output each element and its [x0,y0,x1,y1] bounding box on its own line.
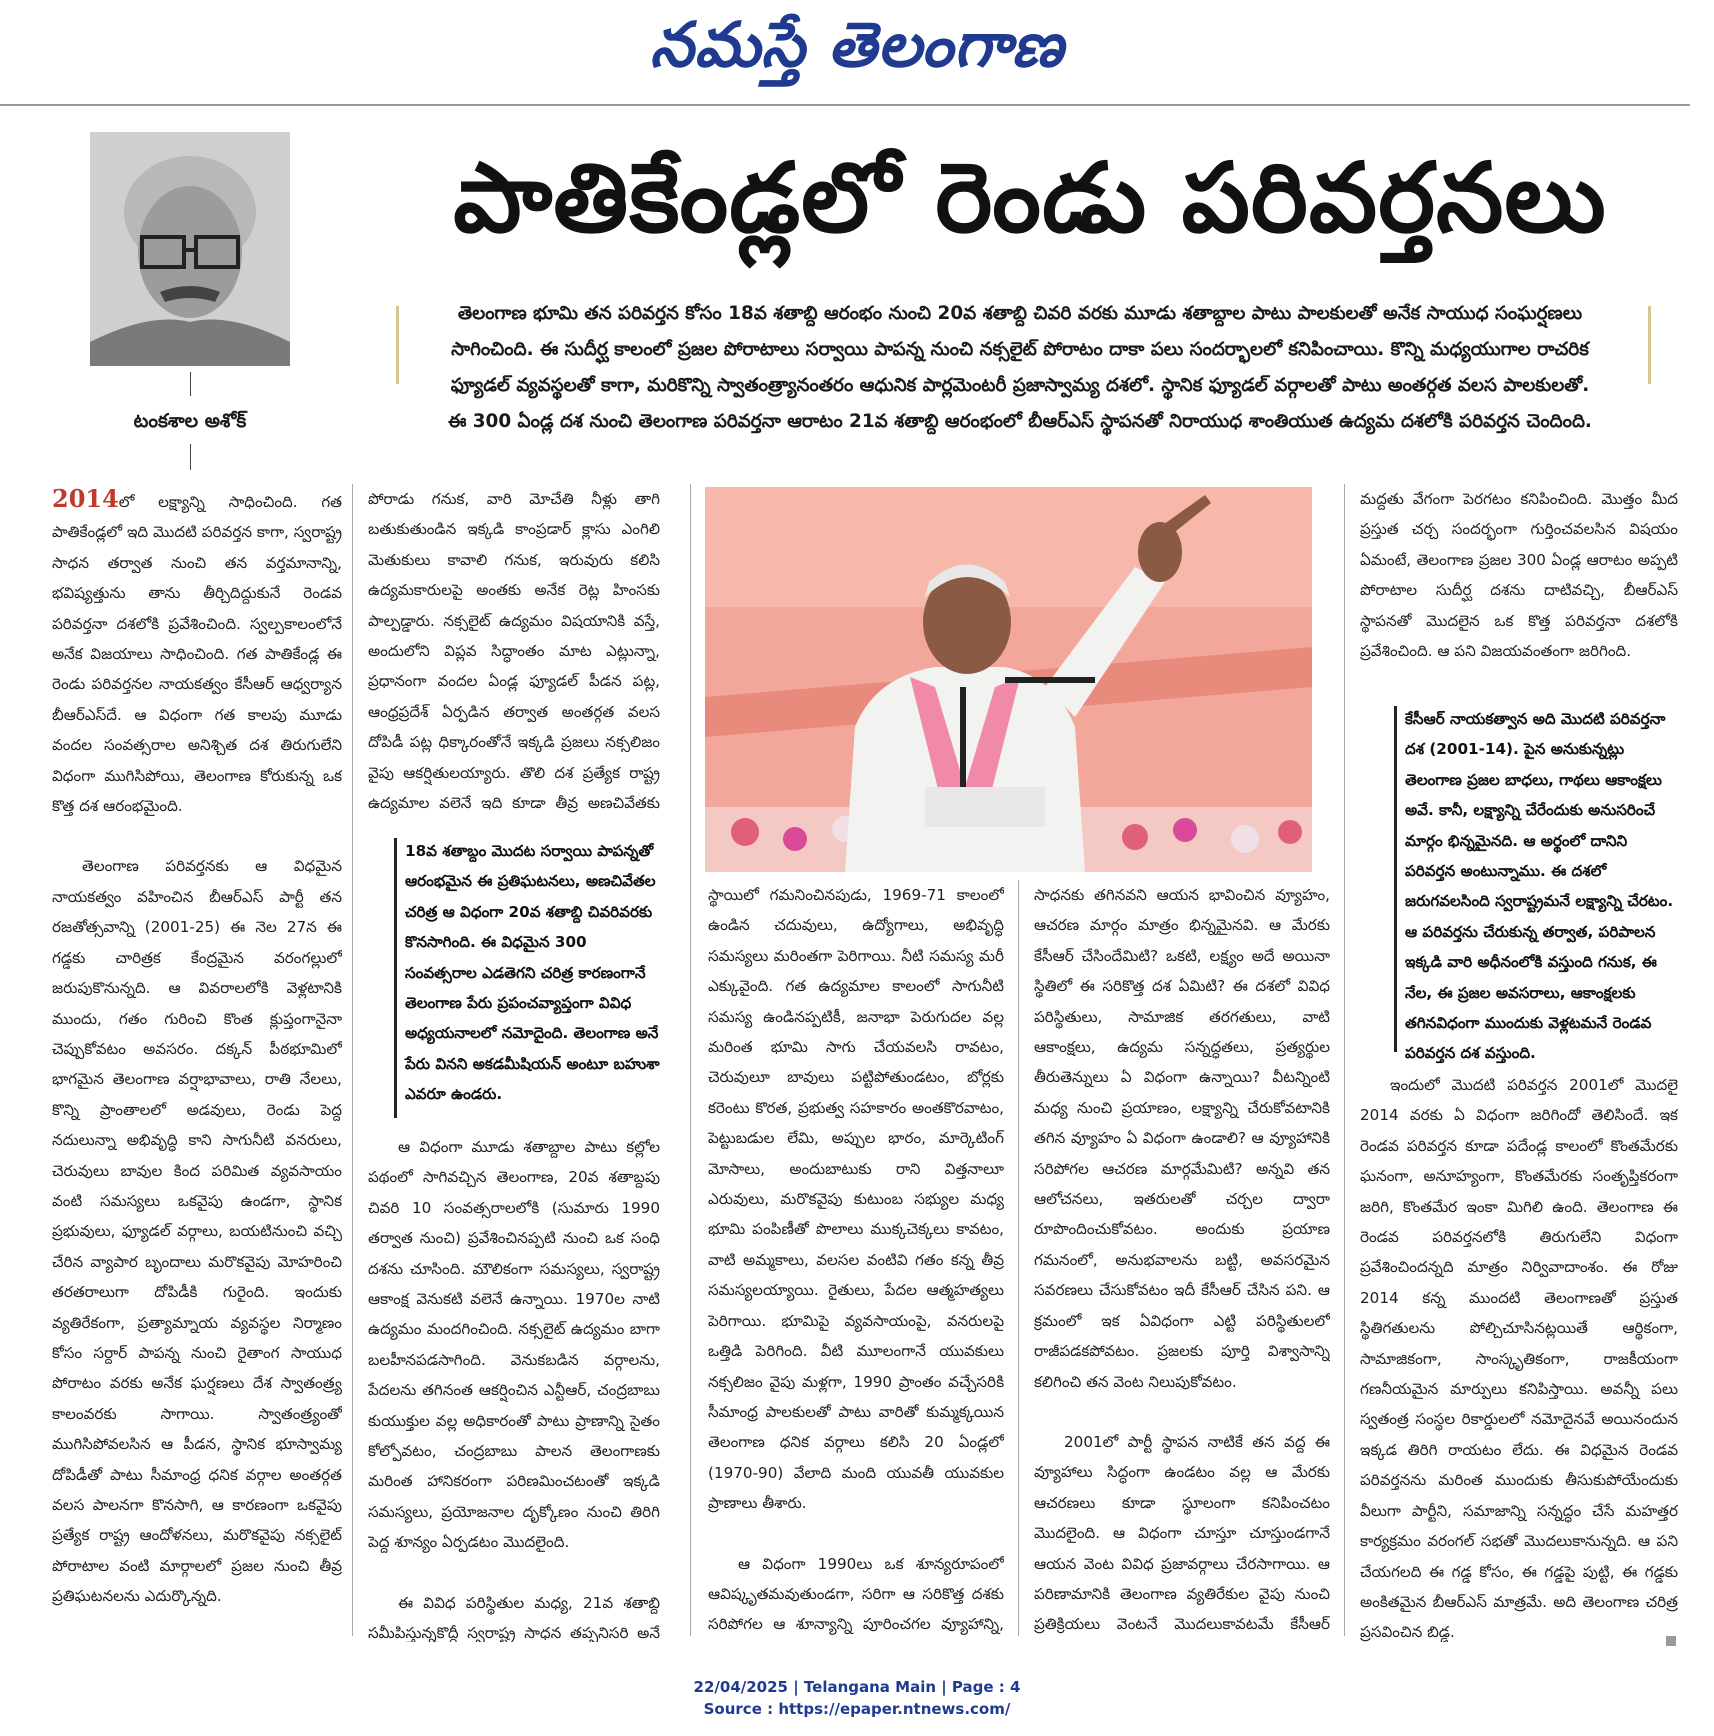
author-name: టంకశాల అశోక్ [133,410,247,432]
column-divider-3 [1018,880,1019,1636]
body-column-5-bottom [1360,1070,1678,1642]
col1-paragraph-1 [52,484,342,821]
masthead-divider [0,104,1690,106]
pullquote-bar [394,838,397,1118]
lead-year: 2014 [52,484,119,513]
column-divider-1 [352,484,353,1636]
article-headline: పాతికేండ్లలో రెండు పరివర్తనలు [453,142,1607,254]
author-divider-top [190,372,191,396]
body-column-3 [708,880,1004,1642]
body-column-2-bottom [368,1132,660,1642]
col1-paragraph-1-text: లో లక్ష్యాన్ని సాధించింది. గత పాతికేండ్లలో ఇది మొదటి పరివర్తన కాగా, స్వరాష్ట్ర సాధన తర్వాత నుంచి తన వర్తమానాన్ని, భవిష్యత్తును తాను తీర్చిదిద్దుకునే రెండవ పరివర్తనా దశలోకి ప్రవేశించింది. స్వల్పకాలంలోనే అనేక విజయాలు సాధించింది. గత పాతికేండ్ల ఈ రెండు పరివర్తనల నాయకత్వం కేసీఆర్ ఆధ్వర్యాన బీఆర్ఎస్‌దే. ఆ విధంగా గత కాలపు మూడు వందల సంవత్సరాల అనిశ్చిత దశ తిరుగులేని విధంగా ముగిసిపోయి, తెలంగాణ కోరుకున్న ఒక కొత్త దశ ఆరంభమైంది. [52,493,342,816]
footer-date-edition: 22/04/2025 | Telangana Main | Page : 4 [693,1678,1021,1696]
col5-quote-bar [1394,706,1397,1052]
body-column-1 [52,484,342,1639]
body-column-2-top [368,484,660,818]
col2-paragraph-1: పోరాడు గనుక, వారి మోచేతి నీళ్లు తాగి బతుకుతుండిన ఇక్కడి కాంప్రడార్ క్లాసు ఎంగిలి మెతుకులు కావాలి గనుక, ఇరువురు కలిసి ఉద్యమకారులపై అంతకు అనేక రెట్ల హింసకు పాల్పడ్డారు. నక్సలైట్ ఉద్యమం విషయానికి వస్తే, అందులోని విప్లవ సిద్ధాంతం మాట ఎట్లున్నా, ప్రధానంగా వందల ఏండ్ల ఫ్యూడల్ పీడన పట్ల, ఆంధ్రప్రదేశ్ ఏర్పడిన తర్వాత అంతర్గత వలస దోపిడీ పట్ల ధిక్కారంతోనే ఇక్కడి ప్రజలు నక్సలిజం వైపు ఆకర్షితులయ్యారు. తొలి దశ ప్రత్యేక రాష్ట్ర ఉద్యమాల వలెనే ఇది కూడా తీవ్ర అణచివేతకు [368,490,660,813]
news-photo [705,487,1312,872]
author-divider-bottom [190,444,191,470]
col4-paragraph-1: సాధనకు తగినవని ఆయన భావించిన వ్యూహం, ఆచరణ మార్గం మాత్రం భిన్నమైనవి. ఆ మేరకు కేసీఆర్ చేసిందేమిటి? ఒకటి, లక్ష్యం అదే అయినా స్థితిలో ఈ సరికొత్త దశ ఏమిటి? ఈ దశలో వివిధ పరిస్థితులు, సామాజిక తరగతులు, వాటి ఆకాంక్షలు, ఉద్యమ సన్నద్ధతలు, ప్రత్యర్థుల తీరుతెన్నులు ఏ విధంగా ఉన్నాయి? వీటన్నింటి మధ్య నుంచి ప్రయాణం, లక్ష్యాన్ని చేరుకోవటానికి తగిన వ్యూహం ఏ విధంగా ఉండాలి? ఆ వ్యూహానికి సరిపోగల ఆచరణ మార్గమేమిటి? అన్నవి తన ఆలోచనలు, ఇతరులతో చర్చల ద్వారా రూపొందించుకోవటం. అందుకు ప్రయాణ గమనంలో, అనుభవాలను బట్టి, అవసరమైన సవరణలు చేసుకోవటం ఇదీ కేసీఆర్ చేసిన పని. ఆ క్రమంలో ఇక ఏవిధంగా ఎట్టి పరిస్థితులలో రాజీపడకపోవటం. ప్రజలకు పూర్తి విశ్వాసాన్ని కలిగించి తన వెంట నిలుపుకోవటం. [1034,886,1330,1391]
deck-accent-right [1648,306,1651,384]
footer-source: Source : https://epaper.ntnews.com/ [703,1700,1011,1718]
article-end-mark [1666,1636,1676,1646]
pullquote: 18వ శతాబ్దం మొదట సర్వాయి పాపన్నతో ఆరంభమైన ఈ ప్రతిఘటనలు, అణచివేతల చరిత్ర ఆ విధంగా 20వ శతాబ్ది చివరివరకు కొనసాగింది. ఈ విధమైన 300 సంవత్సరాల ఎడతెగని చరిత్ర కారణంగానే తెలంగాణ పేరు ప్రపంచవ్యాప్తంగా వివిధ అధ్యయనాలలో నమోదైంది. తెలంగాణ అనే పేరు వినని అకడమీషియన్ అంటూ బహుశా ఎవరూ ఉండరు. [405,842,660,1104]
body-column-5-top [1360,484,1678,696]
col4-paragraph-2: 2001లో పార్టీ స్థాపన నాటికే తన వద్ద ఈ వ్యూహాలు సిద్ధంగా ఉండటం వల్ల ఆ మేరకు ఆచరణలు కూడా స్థూలంగా కనిపించటం మొదలైంది. ఆ విధంగా చూస్తూ చూస్తుండగానే ఆయన వెంట వివిధ ప్రజావర్గాలు చేరసాగాయి. ఆ పరిణామానికి తెలంగాణ వ్యతిరేకుల వైపు నుంచి ప్రతిక్రియలు వెంటనే మొదలుకావటమే కేసీఆర్ [1034,1432,1330,1634]
body-column-4 [1034,880,1330,1642]
col2-paragraph-3: ఈ వివిధ పరిస్థితుల మధ్య, 21వ శతాబ్ది సమీపిస్తున్నకొద్దీ స్వరాష్ట్ర సాధన తప్పనిసరి అనే [368,1593,660,1642]
column-divider-2 [690,484,691,1636]
author-photo [90,132,290,366]
col5-quote: కేసీఆర్ నాయకత్వాన అది మొదటి పరివర్తనా దశ (2001-14). పైన అనుకున్నట్లు తెలంగాణ ప్రజల బాధలు, గాథలు ఆకాంక్షలు అవే. కానీ, లక్ష్యాన్ని చేరేందుకు అనుసరించే మార్గం భిన్నమైనది. ఆ అర్థంలో దానిని పరివర్తన అంటున్నాము. ఈ దశలో జరుగవలసింది స్వరాష్ట్రమనే లక్ష్యాన్ని చేరటం. ఆ పరివర్తను చేరుకున్న తర్వాత, పరిపాలన ఇక్కడి వారి అధీనంలోకి వస్తుంది గనుక, ఈ నేల, ఈ ప్రజల అవసరాలు, ఆకాంక్షలకు తగినవిధంగా ముందుకు వెళ్లటమనే రెండవ పరివర్తన దశ వస్తుంది. [1405,710,1674,1063]
col1-paragraph-2: తెలంగాణ పరివర్తనకు ఆ విధమైన నాయకత్వం వహించిన బీఆర్ఎస్ పార్టీ తన రజతోత్సవాన్ని (2001-25) ఈ నెల 27న ఈ గడ్డకు చారిత్రక కేంద్రమైన వరంగల్లులో జరుపుకొనున్నది. ఆ వివరాలలోకి వెళ్లటానికి ముందు, గతం గురించి కొంత క్లుప్తంగానైనా చెప్పుకోవటం అవసరం. దక్కన్ పీఠభూమిలో భాగమైన తెలంగాణ వర్షాభావాలు, రాతి నేలలు, కొన్ని ప్రాంతాలలో అడవులు, రెండు పెద్ద నదులున్నా అభివృద్ధి కాని సాగునీటి వనరులు, చెరువులు బావుల కింద పరిమిత వ్యవసాయం వంటి సమస్యలు ఒకవైపు ఉండగా, స్థానిక ప్రభువులు, ఫ్యూడల్ వర్గాలు, బయటినుంచి వచ్చి చేరిన వ్యాపార బృందాలు మరొకవైపు మోహరించి తరతరాలుగా దోపిడీకి గురైంది. ఇందుకు వ్యతిరేకంగా, ప్రత్యామ్నాయ వ్యవస్థల నిర్మాణం కోసం సర్దార్ పాపన్న నుంచి రైతాంగ సాయుధ పోరాటం వరకు అనేక ఘర్షణలు దేశ స్వాతంత్ర్య కాలంవరకు సాగాయి. స్వాతంత్ర్యంతో ముగిసిపోవలసిన ఆ పీడన, స్థానిక భూస్వామ్య దోపిడీతో పాటు సీమాంధ్ర ధనిక వర్గాల అంతర్గత వలస పాలనగా కొనసాగి, ఆ కారణంగా ఒకవైపు ప్రత్యేక రాష్ట్ర ఆందోళనలు, మరొకవైపు నక్సలైట్ పోరాటాల వంటి మార్గాలలో ప్రజల నుంచి తీవ్ర ప్రతిఘటనలను ఎదుర్కొన్నది. [52,857,342,1606]
page-footer [0,1676,1714,1720]
col3-paragraph-2: ఆ విధంగా 1990లు ఒక శూన్యరూపంలో ఆవిష్కృతమవుతుండగా, సరిగా ఆ సరికొత్త దశకు సరిపోగల ఆ శూన్యాన్ని పూరించగల వ్యూహాన్ని, [708,1554,1004,1634]
article-deck: తెలంగాణ భూమి తన పరివర్తన కోసం 18వ శతాబ్ది ఆరంభం నుంచి 20వ శతాబ్ది చివరి వరకు మూడు శతాబ్దాల పాటు పాలకులతో అనేక సాయుధ సంఘర్షణలు సాగించింది. ఈ సుదీర్ఘ కాలంలో ప్రజల పోరాటాలు సర్వాయి పాపన్న నుంచి నక్సలైట్ పోరాటం దాకా పలు సందర్భాలలో కనిపించాయి. కొన్ని మధ్యయుగాల రాచరిక ఫ్యూడల్ వ్యవస్థలతో కాగా, మరికొన్ని స్వాతంత్ర్యానంతరం ఆధునిక పార్లమెంటరీ ప్రజాస్వామ్య దశలో. స్థానిక ఫ్యూడల్ వర్గాలతో పాటు అంతర్గత వలస పాలకులతో. ఈ 300 ఏండ్ల దశ నుంచి తెలంగాణ పరివర్తనా ఆరాటం 21వ శతాబ్ది ఆరంభంలో బీఆర్ఎస్ స్థాపనతో నిరాయుధ శాంతియుత ఉద్యమ దశలోకి పరివర్తన చెందింది. [448,303,1592,432]
col5-paragraph-2: ఇందులో మొదటి పరివర్తన 2001లో మొదలై 2014 వరకు ఏ విధంగా జరిగిందో తెలిసిందే. ఇక రెండవ పరివర్తన కూడా పదేండ్ల కాలంలో కొంతమేరకు ఘనంగా, అనూహ్యంగా, కొంతమేరకు సంతృప్తికరంగా జరిగి, కొంతమేర ఇంకా మిగిలి ఉంది. తెలంగాణ ఈ రెండవ పరివర్తనలోకి తిరుగులేని విధంగా ప్రవేశించిందన్నది మాత్రం నిర్వివాదాంశం. ఈ రోజు 2014 కన్న ముందటి తెలంగాణతో ప్రస్తుత స్థితిగతులను పోల్చిచూసినట్లయితే ఆర్థికంగా, సామాజికంగా, సాంస్కృతికంగా, రాజకీయంగా గణనీయమైన మార్పులు కనిపిస్తాయి. అవన్నీ పలు స్వతంత్ర సంస్థల రికార్డులలో నమోదైనవే అయినందున ఇక్కడ తిరిగి రాయటం లేదు. ఈ విధమైన రెండవ పరివర్తనను మరింత ముందుకు తీసుకుపోయేందుకు వీలుగా పార్టీని, సమాజాన్ని సన్నద్ధం చేసే మహత్తర కార్యక్రమం వరంగల్ సభతో మొదలుకానున్నది. ఆ పని చేయగలది ఈ గడ్డ కోసం, ఈ గడ్డపై పుట్టి, ఈ గడ్డకు అంకితమైన బీఆర్ఎస్ మాత్రమే. అది తెలంగాణ చరిత్ర ప్రసవించిన బిడ్డ. [1360,1076,1678,1642]
column-divider-4 [1344,484,1345,1636]
deck-accent-left [396,306,399,384]
col3-paragraph-1: స్థాయిలో గమనించినపుడు, 1969-71 కాలంలో ఉండిన చదువులు, ఉద్యోగాలు, అభివృద్ధి సమస్యలు మరింతగా పెరిగాయి. నీటి సమస్య మరీ ఎక్కువైంది. గత ఉద్యమాల కాలంలో సాగునీటి సమస్య ఉండినప్పటికీ, జనాభా పెరుగుదల వల్ల మరింత భూమి సాగు చేయవలసి రావటం, చెరువులూ బావులు పట్టిపోతుండటం, బోర్లకు కరెంటు కొరత, ప్రభుత్వ సహకారం అంతకొరవాటం, పెట్టుబడుల లేమి, అప్పుల భారం, మార్కెటింగ్ మోసాలు, అందుబాటుకు రాని విత్తనాలూ ఎరువులు, మరొకవైపు కుటుంబ సభ్యుల మధ్య భూమి పంపిణీతో పొలాలు ముక్కచెక్కలు కావటం, వాటి అమ్మకాలు, వలసల వంటివి గతం కన్న తీవ్ర సమస్యలయ్యాయి. రైతులు, పేదల ఆత్మహత్యలు పెరిగాయి. భూమిపై వ్యవసాయంపై, వనరులపై ఒత్తిడి పెరిగింది. వీటి మూలంగానే యువకులు నక్సలిజం వైపు మళ్లగా, 1990 ప్రాంతం వచ్చేసరికి సీమాంధ్ర పాలకులతో పాటు వారితో కుమ్మక్కయిన తెలంగాణ ధనిక వర్గాలు కలిసి 20 ఏండ్లలో (1970-90) వేలాది మంది యువతీ యువకుల ప్రాణాలు తీశారు. [708,886,1004,1513]
col5-paragraph-1: మద్దతు వేగంగా పెరగటం కనిపించింది. మొత్తం మీద ప్రస్తుత చర్చ సందర్భంగా గుర్తించవలసిన విషయం ఏమంటే, తెలంగాణ ప్రజల 300 ఏండ్ల ఆరాటం అప్పటి పోరాటాల సుదీర్ఘ దశను దాటివచ్చి, బీఆర్ఎస్ స్థాపనతో మొదలైన ఒక కొత్త పరివర్తనా దశలోకి ప్రవేశించింది. ఆ పని విజయవంతంగా జరిగింది. [1360,490,1678,661]
masthead-title: నమస్తే తెలంగాణ [649,8,1065,81]
col2-paragraph-2: ఆ విధంగా మూడు శతాబ్దాల పాటు కల్లోల పథంలో సాగివచ్చిన తెలంగాణ, 20వ శతాబ్దపు చివరి 10 సంవత్సరాలలోకి (సుమారు 1990 తర్వాత నుంచి) ప్రవేశించినప్పటి నుంచి ఒక సంధి దశను చూసింది. మౌలికంగా సమస్యలు, స్వరాష్ట్ర ఆకాంక్ష వెనుకటి వలెనే ఉన్నాయి. 1970ల నాటి ఉద్యమం మందగించింది. నక్సలైట్ ఉద్యమం బాగా బలహీనపడసాగింది. వెనుకబడిన వర్గాలను, పేదలను తగినంత ఆకర్షించిన ఎన్టీఆర్, చంద్రబాబు కుయుక్తుల వల్ల అధికారంతో పాటు ప్రాణాన్ని సైతం కోల్పోవటం, చంద్రబాబు పాలన తెలంగాణకు మరింత హానికరంగా పరిణమించటంతో ఇక్కడి సమస్యలు, ప్రయోజనాల దృక్కోణం నుంచి తిరిగి పెద్ద శూన్యం ఏర్పడటం మొదలైంది. [368,1138,660,1552]
